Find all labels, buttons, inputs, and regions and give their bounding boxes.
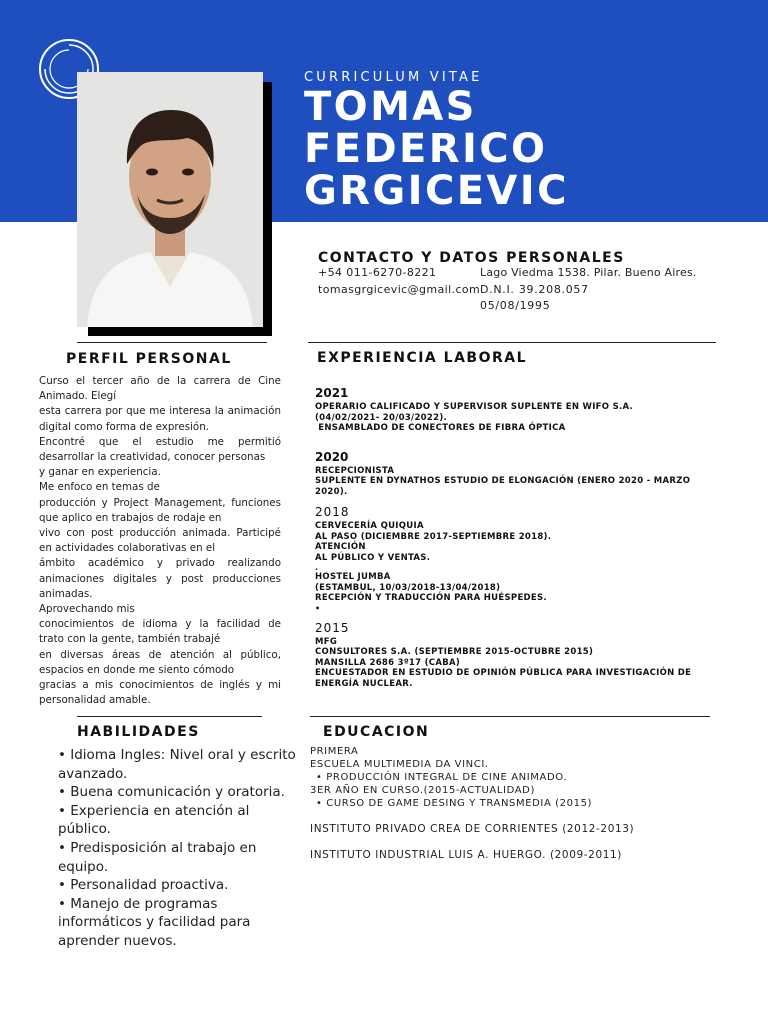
name-line: FEDERICO [304, 126, 548, 172]
name-line: GRGICEVIC [304, 168, 569, 214]
experience-line: SUPLENTE EN DYNATHOS ESTUDIO DE ELONGACIÓN (ENERO 2020 - MARZO 2020). [315, 476, 691, 497]
contact-title: CONTACTO Y DATOS PERSONALES [318, 250, 625, 266]
experience-line: AL PASO (DICIEMBRE 2017-SEPTIEMBRE 2018). [315, 531, 552, 542]
profile-rule [77, 342, 267, 343]
experience-line: (04/02/2021- 20/03/2022). [315, 412, 448, 423]
skill-item: • Personalidad proactiva. [58, 877, 229, 894]
profile-line: Aprovechando mis [39, 603, 135, 616]
skill-item: • Manejo de programas informáticos y facilidad para aprender nuevos. [58, 895, 251, 949]
education-list [310, 745, 730, 862]
profile-text [39, 374, 281, 708]
experience-year: 2015 [315, 620, 350, 635]
experience-entry [315, 450, 720, 498]
experience-line: ENSAMBLADO DE CONECTORES DE FIBRA ÓPTICA [315, 423, 566, 433]
education-line: ESCUELA MULTIMEDIA DA VINCI. [310, 759, 489, 770]
birthdate-text: 05/08/1995 [480, 299, 551, 312]
experience-line: CERVECERÍA QUIQUIA [315, 521, 424, 531]
experience-line: • [315, 603, 321, 613]
skill-item: • Experiencia en atención al público. [58, 802, 250, 838]
experience-line: ATENCIÓN [315, 542, 366, 552]
experience-line: HOSTEL JUMBA [315, 572, 391, 582]
education-line: 3ER AÑO EN CURSO.(2015-ACTUALIDAD) [310, 785, 535, 796]
education-institution: INSTITUTO INDUSTRIAL LUIS A. HUERGO. (2009-2011) [310, 849, 622, 861]
profile-line: en diversas áreas de atención al público, espacios en donde me siento cómodo [39, 648, 281, 676]
experience-entry [315, 386, 720, 434]
profile-photo [77, 72, 263, 327]
experience-year: 2020 [315, 449, 349, 464]
address-text: Lago Viedma 1538. Pilar. Bueno Aires. [480, 266, 697, 279]
profile-line: Me enfoco en temas de [39, 481, 160, 494]
education-title: EDUCACION [323, 724, 430, 740]
profile-line: ámbito académico y privado realizando animaciones digitales y post producciones animadas. [39, 557, 281, 600]
profile-line: gracias a mis conocimientos de inglés y mi personalidad amable. [39, 679, 281, 707]
profile-line: producción y Project Management, funciones que aplico en trabajos de rodaje en [39, 496, 281, 524]
experience-line: MANSILLA 2686 3º17 (CABA) [315, 657, 461, 668]
skills-title: HABILIDADES [77, 724, 200, 740]
cv-label: CURRICULUM VITAE [304, 70, 483, 85]
profile-line: esta carrera por que me interesa la animación digital como forma de expresión. [39, 405, 281, 433]
education-line: • CURSO DE GAME DESING Y TRANSMEDIA (2015) [316, 798, 593, 809]
skills-rule [77, 716, 262, 717]
profile-title: PERFIL PERSONAL [66, 351, 232, 367]
email-text: tomasgrgicevic@gmail.com [318, 283, 481, 296]
contact-left [318, 265, 480, 299]
experience-line: OPERARIO CALIFICADO Y SUPERVISOR SUPLENTE EN WIFO S.A. [315, 402, 634, 412]
experience-line: (ESTAMBUL, 10/03/2018-13/04/2018) [315, 582, 501, 593]
dni-text: D.N.I. 39.208.057 [480, 282, 589, 296]
education-line: PRIMERA [310, 746, 359, 757]
experience-line: MFG [315, 636, 338, 647]
experience-entry [315, 621, 720, 690]
skills-list [58, 746, 303, 951]
profile-line: y ganar en experiencia. [39, 466, 161, 479]
skill-item: • Buena comunicación y oratoria. [58, 784, 285, 801]
experience-line: RECEPCIÓN Y TRADUCCIÓN PARA HUÉSPEDES. [315, 593, 547, 603]
education-rule [310, 716, 710, 717]
experience-title: EXPERIENCIA LABORAL [317, 350, 528, 366]
skill-item: • Idioma Ingles: Nivel oral y escrito avanzado. [58, 747, 296, 782]
experience-list [315, 382, 720, 697]
profile-line: vivo con post producción animada. Participé en actividades colaborativas en el [39, 527, 281, 555]
education-institution: INSTITUTO PRIVADO CREA DE CORRIENTES (2012-2013) [310, 823, 635, 835]
experience-line: RECEPCIONISTA [315, 465, 395, 476]
experience-line: CONSULTORES S.A. (SEPTIEMBRE 2015-OCTUBRE 2015) [315, 647, 594, 657]
experience-line: AL PÚBLICO Y VENTAS. [315, 552, 431, 563]
profile-line: conocimientos de idioma y la facilidad de trato con la gente, también trabajé [39, 618, 281, 646]
profile-line: Encontré que el estudio me permitió desarrollar la creatividad, conocer personas [39, 435, 281, 464]
skill-item: • Predisposición al trabajo en equipo. [58, 839, 257, 875]
experience-year: 2021 [315, 386, 349, 400]
name-line: TOMAS [304, 84, 477, 130]
experience-line: ENCUESTADOR EN ESTUDIO DE OPINIÓN PÚBLICA PARA INVESTIGACIÓN DE ENERGÍA NUCLEAR. [315, 668, 692, 689]
education-line: • PRODUCCIÓN INTEGRAL DE CINE ANIMADO. [316, 772, 568, 783]
experience-entry [315, 505, 720, 613]
contact-right [480, 265, 697, 315]
experience-rule [308, 342, 716, 343]
experience-line: . [315, 563, 319, 572]
profile-line: Curso el tercer año de la carrera de Cine Animado. Elegí [39, 375, 281, 403]
phone-text: +54 011-6270-8221 [318, 266, 437, 279]
person-name [304, 86, 569, 212]
experience-year: 2018 [315, 505, 350, 519]
